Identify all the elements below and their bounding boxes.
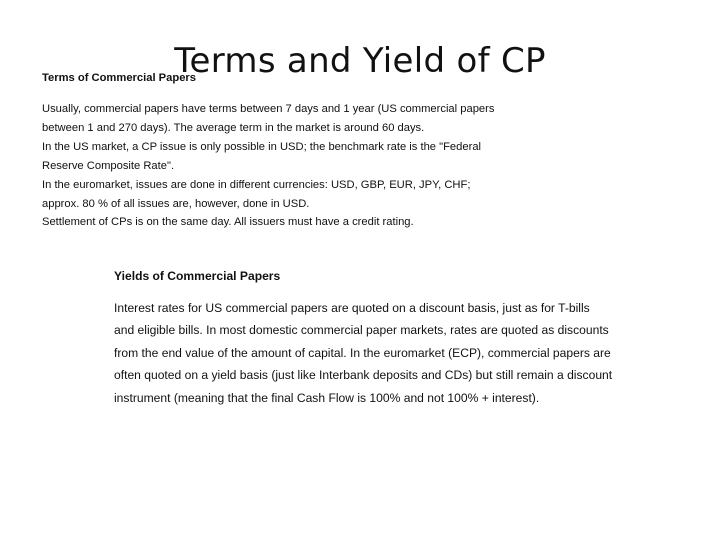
- terms-line: approx. 80 % of all issues are, however, done in USD.: [42, 197, 310, 210]
- yields-line: often quoted on a yield basis (just like Interbank deposits and CDs) but still remain a discount: [114, 368, 613, 383]
- terms-line: Reserve Composite Rate".: [42, 159, 175, 172]
- terms-line: Settlement of CPs is on the same day. All issuers must have a credit rating.: [42, 216, 414, 229]
- terms-line: In the euromarket, issues are done in different currencies: USD, GBP, EUR, JPY, CHF;: [42, 178, 471, 191]
- terms-line: Usually, commercial papers have terms between 7 days and 1 year (US commercial papers: [42, 103, 495, 115]
- yields-line: Interest rates for US commercial papers are quoted on a discount basis, just as for T-bills: [114, 301, 590, 315]
- terms-line: between 1 and 270 days). The average term in the market is around 60 days.: [42, 121, 425, 134]
- yields-heading: Yields of Commercial Papers: [114, 269, 281, 283]
- yields-line: from the end value of the amount of capital. In the euromarket (ECP), commercial papers are: [114, 345, 611, 360]
- yields-line: instrument (meaning that the final Cash Flow is 100% and not 100% + interest).: [114, 390, 540, 405]
- terms-section: [42, 71, 512, 232]
- slide-title: Terms and Yield of CP: [174, 40, 546, 81]
- terms-heading: Terms of Commercial Papers: [42, 72, 196, 84]
- yields-section: [114, 268, 674, 409]
- yields-line: and eligible bills. In most domestic commercial paper markets, rates are quoted as discounts: [114, 323, 609, 338]
- terms-line: In the US market, a CP issue is only possible in USD; the benchmark rate is the "Federal: [42, 140, 482, 153]
